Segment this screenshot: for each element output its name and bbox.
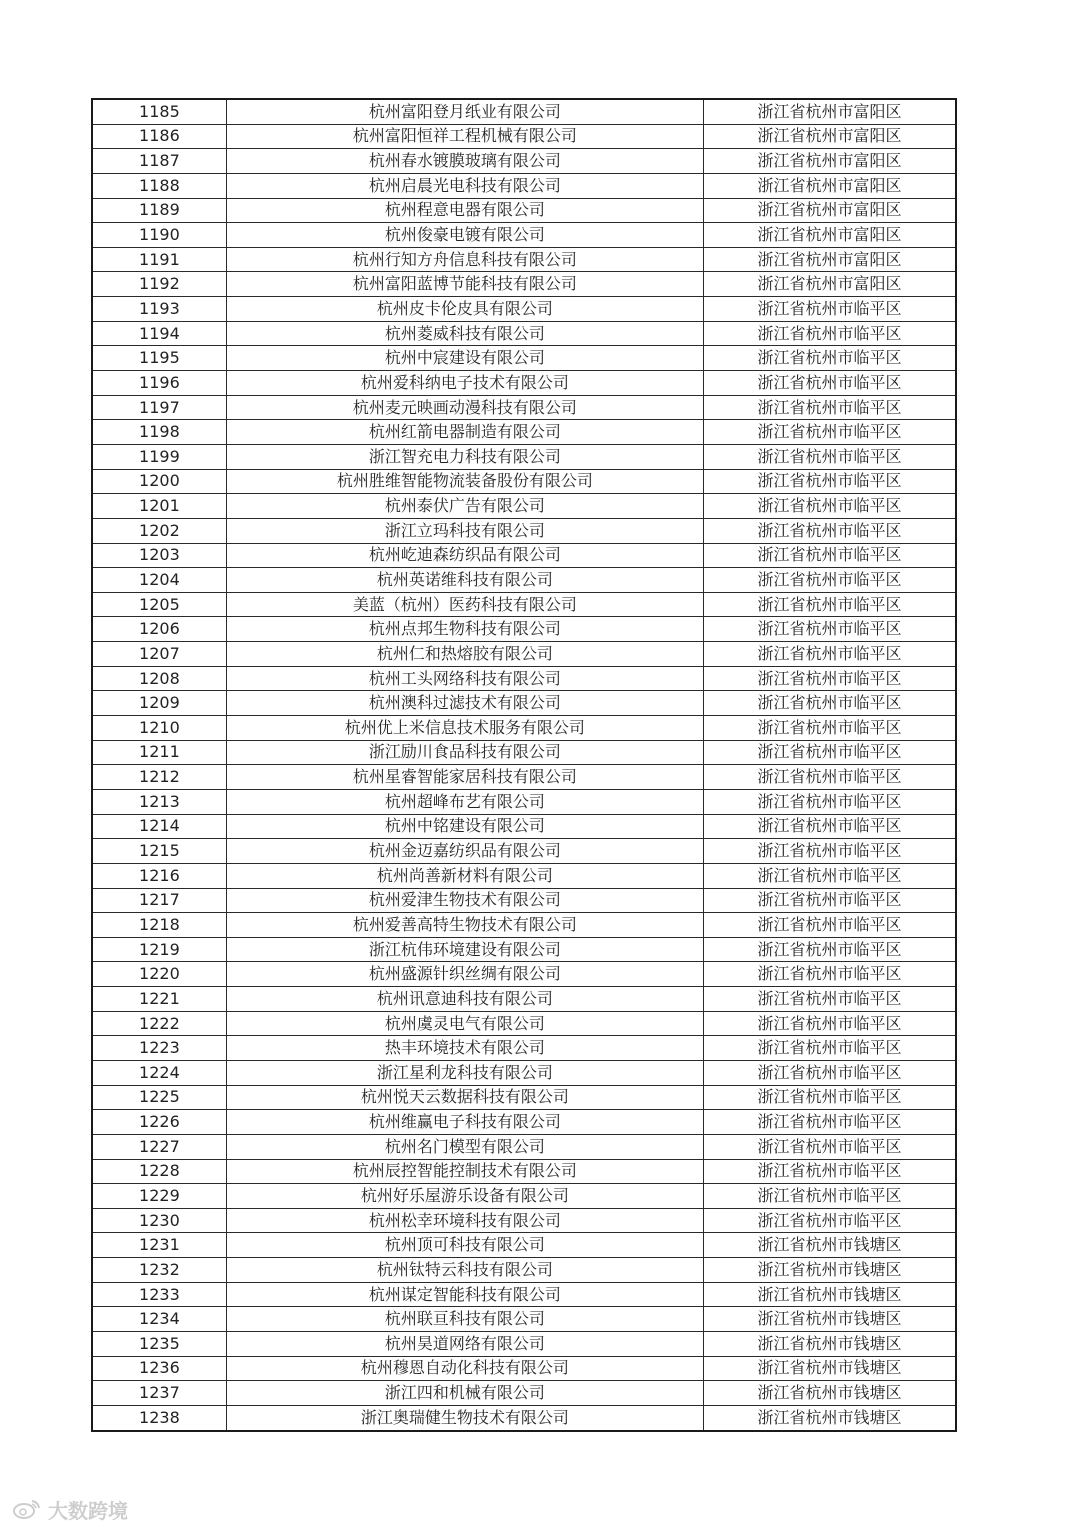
table-row	[92, 1134, 956, 1159]
company-name: 浙江杭伟环境建设有限公司	[226, 937, 703, 962]
company-location: 浙江省杭州市临平区	[703, 592, 956, 617]
company-name: 杭州行知方舟信息科技有限公司	[226, 247, 703, 272]
row-number: 1194	[92, 321, 226, 346]
table-row	[92, 297, 956, 322]
row-number: 1197	[92, 395, 226, 420]
table-row	[92, 1036, 956, 1061]
company-location: 浙江省杭州市临平区	[703, 863, 956, 888]
company-name: 杭州优上米信息技术服务有限公司	[226, 716, 703, 741]
company-name: 杭州顶可科技有限公司	[226, 1233, 703, 1258]
company-name: 杭州讯意迪科技有限公司	[226, 987, 703, 1012]
table-row	[92, 371, 956, 396]
row-number: 1232	[92, 1258, 226, 1283]
row-number: 1215	[92, 839, 226, 864]
table-row	[92, 1307, 956, 1332]
company-name: 杭州富阳恒祥工程机械有限公司	[226, 124, 703, 149]
company-name: 杭州昊道网络有限公司	[226, 1332, 703, 1357]
table-row	[92, 568, 956, 593]
company-location: 浙江省杭州市富阳区	[703, 272, 956, 297]
row-number: 1217	[92, 888, 226, 913]
table-body	[92, 99, 956, 1431]
company-location: 浙江省杭州市富阳区	[703, 247, 956, 272]
row-number: 1224	[92, 1060, 226, 1085]
company-name: 浙江奥瑞健生物技术有限公司	[226, 1405, 703, 1430]
row-number: 1221	[92, 987, 226, 1012]
table-row	[92, 444, 956, 469]
table-row	[92, 888, 956, 913]
company-location: 浙江省杭州市钱塘区	[703, 1381, 956, 1406]
row-number: 1186	[92, 124, 226, 149]
table-row	[92, 518, 956, 543]
company-location: 浙江省杭州市钱塘区	[703, 1332, 956, 1357]
company-location: 浙江省杭州市临平区	[703, 765, 956, 790]
company-name: 杭州穆恩自动化科技有限公司	[226, 1356, 703, 1381]
company-location: 浙江省杭州市临平区	[703, 395, 956, 420]
company-location: 浙江省杭州市钱塘区	[703, 1307, 956, 1332]
company-location: 浙江省杭州市临平区	[703, 1011, 956, 1036]
row-number: 1199	[92, 444, 226, 469]
company-location: 浙江省杭州市临平区	[703, 469, 956, 494]
company-location: 浙江省杭州市临平区	[703, 962, 956, 987]
table-row	[92, 1159, 956, 1184]
company-name: 浙江星利龙科技有限公司	[226, 1060, 703, 1085]
company-name: 杭州泰伏广告有限公司	[226, 494, 703, 519]
row-number: 1185	[92, 99, 226, 124]
row-number: 1198	[92, 420, 226, 445]
company-name: 杭州松幸环境科技有限公司	[226, 1208, 703, 1233]
row-number: 1216	[92, 863, 226, 888]
row-number: 1231	[92, 1233, 226, 1258]
company-location: 浙江省杭州市临平区	[703, 937, 956, 962]
table-row	[92, 124, 956, 149]
row-number: 1230	[92, 1208, 226, 1233]
company-name: 热丰环境技术有限公司	[226, 1036, 703, 1061]
table-row	[92, 666, 956, 691]
table-row	[92, 863, 956, 888]
company-name: 杭州中铭建设有限公司	[226, 814, 703, 839]
company-location: 浙江省杭州市钱塘区	[703, 1258, 956, 1283]
company-location: 浙江省杭州市临平区	[703, 518, 956, 543]
company-name: 杭州尚善新材料有限公司	[226, 863, 703, 888]
table-row	[92, 1282, 956, 1307]
table-row	[92, 1110, 956, 1135]
table-row	[92, 642, 956, 667]
row-number: 1209	[92, 691, 226, 716]
row-number: 1191	[92, 247, 226, 272]
table-row	[92, 839, 956, 864]
row-number: 1229	[92, 1184, 226, 1209]
company-name: 浙江励川食品科技有限公司	[226, 740, 703, 765]
row-number: 1195	[92, 346, 226, 371]
row-number: 1193	[92, 297, 226, 322]
company-location: 浙江省杭州市富阳区	[703, 124, 956, 149]
company-name: 杭州星睿智能家居科技有限公司	[226, 765, 703, 790]
company-location: 浙江省杭州市富阳区	[703, 99, 956, 124]
row-number: 1220	[92, 962, 226, 987]
row-number: 1200	[92, 469, 226, 494]
company-name: 杭州虞灵电气有限公司	[226, 1011, 703, 1036]
row-number: 1228	[92, 1159, 226, 1184]
row-number: 1203	[92, 543, 226, 568]
row-number: 1213	[92, 789, 226, 814]
company-name: 杭州麦元映画动漫科技有限公司	[226, 395, 703, 420]
row-number: 1188	[92, 173, 226, 198]
company-location: 浙江省杭州市临平区	[703, 789, 956, 814]
row-number: 1238	[92, 1405, 226, 1430]
company-name: 杭州胜维智能物流装备股份有限公司	[226, 469, 703, 494]
table-row	[92, 1011, 956, 1036]
company-name: 浙江立玛科技有限公司	[226, 518, 703, 543]
company-name: 杭州程意电器有限公司	[226, 198, 703, 223]
table-row	[92, 272, 956, 297]
company-location: 浙江省杭州市临平区	[703, 371, 956, 396]
company-name: 杭州红箭电器制造有限公司	[226, 420, 703, 445]
company-location: 浙江省杭州市富阳区	[703, 223, 956, 248]
row-number: 1201	[92, 494, 226, 519]
company-name: 杭州工头网络科技有限公司	[226, 666, 703, 691]
table-row	[92, 592, 956, 617]
company-name: 杭州俊豪电镀有限公司	[226, 223, 703, 248]
company-location: 浙江省杭州市临平区	[703, 420, 956, 445]
table-row	[92, 1060, 956, 1085]
table-row	[92, 1233, 956, 1258]
table-row	[92, 814, 956, 839]
row-number: 1219	[92, 937, 226, 962]
company-name: 杭州超峰布艺有限公司	[226, 789, 703, 814]
table-row	[92, 99, 956, 124]
watermark-text: 大数跨境	[48, 1498, 128, 1523]
company-location: 浙江省杭州市富阳区	[703, 173, 956, 198]
company-location: 浙江省杭州市临平区	[703, 346, 956, 371]
row-number: 1235	[92, 1332, 226, 1357]
company-name: 杭州维赢电子科技有限公司	[226, 1110, 703, 1135]
company-location: 浙江省杭州市临平区	[703, 839, 956, 864]
company-location: 浙江省杭州市临平区	[703, 913, 956, 938]
company-location: 浙江省杭州市富阳区	[703, 149, 956, 174]
table-row	[92, 321, 956, 346]
table-row	[92, 789, 956, 814]
watermark	[12, 1496, 128, 1522]
row-number: 1233	[92, 1282, 226, 1307]
company-name: 杭州钛特云科技有限公司	[226, 1258, 703, 1283]
table-row	[92, 1332, 956, 1357]
row-number: 1192	[92, 272, 226, 297]
row-number: 1204	[92, 568, 226, 593]
company-location: 浙江省杭州市临平区	[703, 666, 956, 691]
table-row	[92, 1258, 956, 1283]
table-row	[92, 765, 956, 790]
row-number: 1205	[92, 592, 226, 617]
company-name: 杭州英诺维科技有限公司	[226, 568, 703, 593]
row-number: 1211	[92, 740, 226, 765]
table-row	[92, 149, 956, 174]
company-name: 浙江四和机械有限公司	[226, 1381, 703, 1406]
table-row	[92, 1356, 956, 1381]
table-row	[92, 346, 956, 371]
company-list-table	[91, 98, 957, 1432]
company-name: 杭州春水镀膜玻璃有限公司	[226, 149, 703, 174]
company-name: 杭州爱津生物技术有限公司	[226, 888, 703, 913]
company-name: 杭州富阳登月纸业有限公司	[226, 99, 703, 124]
row-number: 1210	[92, 716, 226, 741]
row-number: 1212	[92, 765, 226, 790]
table-row	[92, 469, 956, 494]
company-name: 杭州菱威科技有限公司	[226, 321, 703, 346]
table-row	[92, 198, 956, 223]
company-name: 杭州名门模型有限公司	[226, 1134, 703, 1159]
company-location: 浙江省杭州市钱塘区	[703, 1405, 956, 1430]
company-name: 杭州谋定智能科技有限公司	[226, 1282, 703, 1307]
company-name: 杭州爱科纳电子技术有限公司	[226, 371, 703, 396]
row-number: 1207	[92, 642, 226, 667]
company-location: 浙江省杭州市临平区	[703, 1184, 956, 1209]
table-row	[92, 1085, 956, 1110]
company-name: 杭州悦天云数据科技有限公司	[226, 1085, 703, 1110]
company-name: 杭州点邦生物科技有限公司	[226, 617, 703, 642]
company-name: 杭州辰控智能控制技术有限公司	[226, 1159, 703, 1184]
weibo-logo-icon	[12, 1498, 42, 1520]
company-name: 浙江智充电力科技有限公司	[226, 444, 703, 469]
table-row	[92, 913, 956, 938]
company-location: 浙江省杭州市临平区	[703, 444, 956, 469]
row-number: 1225	[92, 1085, 226, 1110]
row-number: 1236	[92, 1356, 226, 1381]
table-row	[92, 987, 956, 1012]
table-row	[92, 173, 956, 198]
company-location: 浙江省杭州市临平区	[703, 814, 956, 839]
company-location: 浙江省杭州市临平区	[703, 1110, 956, 1135]
table-row	[92, 223, 956, 248]
company-location: 浙江省杭州市临平区	[703, 1085, 956, 1110]
company-name: 杭州中宸建设有限公司	[226, 346, 703, 371]
table-row	[92, 1405, 956, 1430]
company-location: 浙江省杭州市临平区	[703, 321, 956, 346]
company-location: 浙江省杭州市临平区	[703, 297, 956, 322]
company-name: 杭州皮卡伦皮具有限公司	[226, 297, 703, 322]
company-location: 浙江省杭州市临平区	[703, 1036, 956, 1061]
table-row	[92, 1381, 956, 1406]
company-name: 杭州金迈嘉纺织品有限公司	[226, 839, 703, 864]
company-location: 浙江省杭州市临平区	[703, 494, 956, 519]
table-row	[92, 420, 956, 445]
company-location: 浙江省杭州市临平区	[703, 740, 956, 765]
company-location: 浙江省杭州市临平区	[703, 1060, 956, 1085]
company-location: 浙江省杭州市临平区	[703, 1208, 956, 1233]
table-row	[92, 691, 956, 716]
company-name: 杭州启晨光电科技有限公司	[226, 173, 703, 198]
company-location: 浙江省杭州市临平区	[703, 568, 956, 593]
company-name: 杭州联亘科技有限公司	[226, 1307, 703, 1332]
table-row	[92, 937, 956, 962]
row-number: 1227	[92, 1134, 226, 1159]
company-name: 杭州屹迪森纺织品有限公司	[226, 543, 703, 568]
company-location: 浙江省杭州市钱塘区	[703, 1233, 956, 1258]
company-location: 浙江省杭州市临平区	[703, 716, 956, 741]
company-location: 浙江省杭州市富阳区	[703, 198, 956, 223]
company-name: 美蓝（杭州）医药科技有限公司	[226, 592, 703, 617]
company-name: 杭州澳科过滤技术有限公司	[226, 691, 703, 716]
company-location: 浙江省杭州市临平区	[703, 1159, 956, 1184]
company-name: 杭州盛源针织丝绸有限公司	[226, 962, 703, 987]
table-row	[92, 494, 956, 519]
table-row	[92, 617, 956, 642]
row-number: 1208	[92, 666, 226, 691]
row-number: 1214	[92, 814, 226, 839]
company-location: 浙江省杭州市临平区	[703, 617, 956, 642]
company-name: 杭州富阳蓝博节能科技有限公司	[226, 272, 703, 297]
row-number: 1218	[92, 913, 226, 938]
row-number: 1206	[92, 617, 226, 642]
row-number: 1226	[92, 1110, 226, 1135]
table-row	[92, 1208, 956, 1233]
company-location: 浙江省杭州市临平区	[703, 642, 956, 667]
company-name: 杭州仁和热熔胶有限公司	[226, 642, 703, 667]
table-row	[92, 716, 956, 741]
table-row	[92, 962, 956, 987]
company-list-table-container	[91, 98, 957, 1432]
table-row	[92, 740, 956, 765]
row-number: 1202	[92, 518, 226, 543]
company-location: 浙江省杭州市钱塘区	[703, 1282, 956, 1307]
company-location: 浙江省杭州市钱塘区	[703, 1356, 956, 1381]
company-location: 浙江省杭州市临平区	[703, 987, 956, 1012]
company-location: 浙江省杭州市临平区	[703, 888, 956, 913]
table-row	[92, 247, 956, 272]
row-number: 1223	[92, 1036, 226, 1061]
company-location: 浙江省杭州市临平区	[703, 691, 956, 716]
row-number: 1190	[92, 223, 226, 248]
table-row	[92, 543, 956, 568]
row-number: 1222	[92, 1011, 226, 1036]
row-number: 1196	[92, 371, 226, 396]
company-location: 浙江省杭州市临平区	[703, 1134, 956, 1159]
table-row	[92, 1184, 956, 1209]
row-number: 1237	[92, 1381, 226, 1406]
row-number: 1187	[92, 149, 226, 174]
row-number: 1189	[92, 198, 226, 223]
table-row	[92, 395, 956, 420]
row-number: 1234	[92, 1307, 226, 1332]
company-name: 杭州爱善高特生物技术有限公司	[226, 913, 703, 938]
company-location: 浙江省杭州市临平区	[703, 543, 956, 568]
company-name: 杭州好乐屋游乐设备有限公司	[226, 1184, 703, 1209]
